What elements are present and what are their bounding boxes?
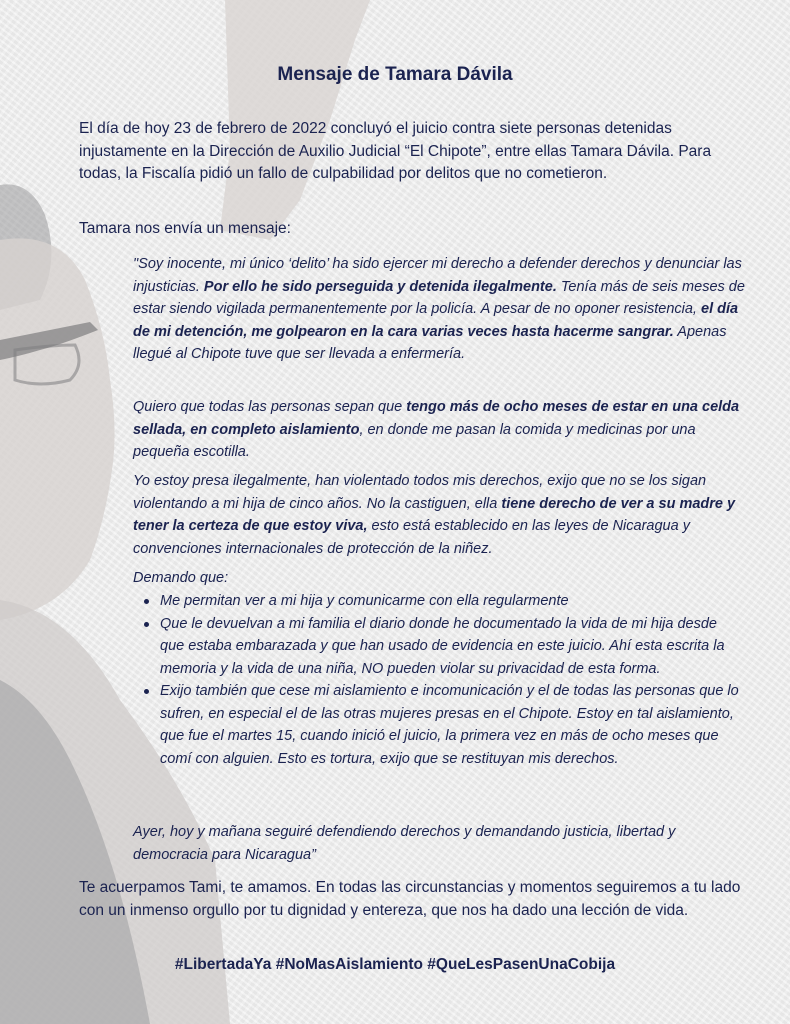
- bullet-icon: [144, 622, 149, 627]
- demand-text: Me permitan ver a mi hija y comunicarme con ella regularmente: [160, 593, 569, 609]
- quote-text: Yo estoy presa ilegalmente, han violentado todos mis derechos, exijo que no se los sigan violentando a mi hija de cinco años. No la castiguen, ella: [133, 473, 707, 512]
- bullet-icon: [144, 689, 149, 694]
- quote-emphasis: tiene derecho de ver a su madre y tener la certeza de que estoy viva,: [133, 495, 736, 534]
- quote-text: , en donde me pasan la comida y medicinas por una pequeña escotilla.: [133, 421, 696, 460]
- quote-paragraph-1: [133, 253, 745, 366]
- hashtags: #LibertadaYa #NoMasAislamiento #QueLesPasenUnaCobija: [174, 956, 616, 973]
- outro-paragraph: Te acuerpamos Tami, te amamos. En todas las circunstancias y momentos seguiremos a tu lado con un inmenso orgullo por tu dignidad y entereza, que nos ha dado una lección de vida.: [79, 879, 741, 919]
- quote-text: Apenas llegué al Chipote tuve que ser llevada a enfermería.: [133, 323, 727, 362]
- quote-text: esto está establecido en las leyes de Nicaragua y convenciones internacionales de protección de la niñez.: [133, 518, 690, 557]
- quote-text: Tenía más de seis meses de estar siendo vigilada permanentemente por la policía. A pesar de no oponer resistencia,: [133, 278, 745, 317]
- demands-list: [133, 590, 745, 770]
- page-title: Mensaje de Tamara Dávila: [277, 64, 513, 85]
- demand-text: Exijo también que cese mi aislamiento e incomunicación y el de todas las personas que lo sufren, en especial el de las otras mujeres presas en el Chipote. Estoy en tal aislamiento, que fue el martes 15, cuando inició el juicio, la primera vez en más de ocho meses que comí con alguien. Esto es tortura, exijo que se restituyan mis derechos.: [160, 683, 739, 767]
- quote-text: Quiero que todas las personas sepan que: [133, 399, 407, 415]
- list-item: [133, 613, 745, 681]
- quote-paragraph-3: [133, 470, 745, 560]
- bullet-icon: [144, 599, 149, 604]
- quote-paragraph-2: [133, 396, 745, 464]
- demands-intro: Demando que:: [133, 570, 229, 586]
- quote-emphasis: tengo más de ocho meses de estar en una celda sellada, en completo aislamiento: [133, 399, 740, 438]
- list-item: [133, 680, 745, 770]
- lead-in-text: Tamara nos envía un mensaje:: [79, 220, 291, 237]
- quote-emphasis: el día de mi detención, me golpearon en la cara varias veces hasta hacerme sangrar.: [133, 301, 739, 340]
- demand-text: Que le devuelvan a mi familia el diario donde he documentado la vida de mi hija desde que estaba embarazada y que han usado de evidencia en este juicio. Ahí esta escrita la memoria y la vida de una niña, NO pueden violar su privacidad de esta forma.: [160, 615, 725, 677]
- quote-emphasis: Por ello he sido perseguida y detenida ilegalmente.: [203, 278, 557, 295]
- intro-paragraph: El día de hoy 23 de febrero de 2022 concluyó el juicio contra siete personas detenidas injustamente en la Dirección de Auxilio Judicial “El Chipote”, entre ellas Tamara Dávila. Para todas, la Fiscalía pidió un fallo de culpabilidad por delitos que no cometieron.: [79, 120, 712, 182]
- list-item: [133, 590, 745, 613]
- quote-closing: Ayer, hoy y mañana seguiré defendiendo derechos y demandando justicia, libertad y democracia para Nicaragua”: [133, 824, 676, 863]
- quote-text: "Soy inocente, mi único ‘delito’ ha sido ejercer mi derecho a defender derechos y denunciar las injusticias.: [133, 256, 742, 295]
